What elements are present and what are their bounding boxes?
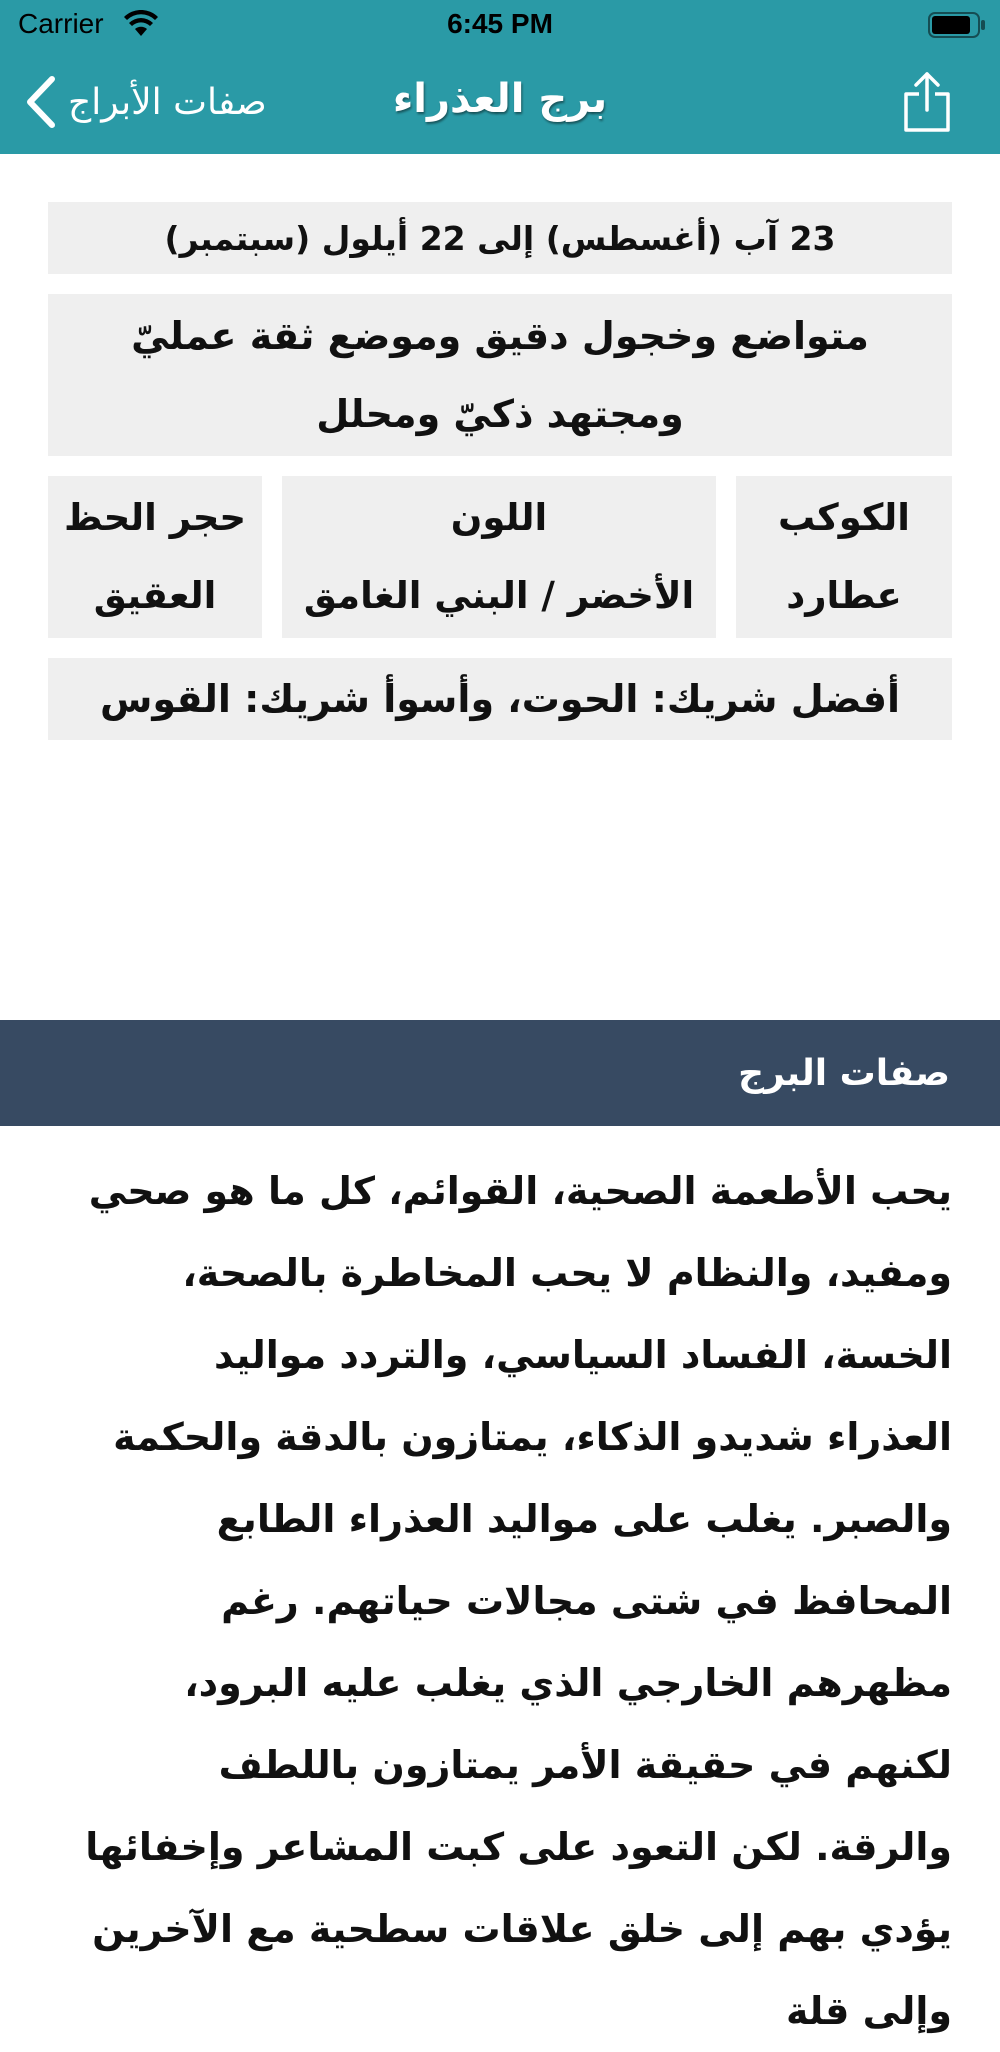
battery-icon bbox=[928, 12, 986, 38]
share-icon[interactable] bbox=[902, 70, 952, 134]
lucky-stone-box bbox=[48, 476, 262, 638]
status-bar bbox=[0, 0, 1000, 50]
date-range-text: 23 آب (أغسطس) إلى 22 أيلول (سبتمبر) bbox=[164, 218, 836, 258]
description-text: يحب الأطعمة الصحية، القوائم، كل ما هو صحي ومفيد، والنظام لا يحب المخاطرة بالصحة، الخسة، الفساد السياسي، والتردد مواليد العذراء شديدو الذكاء، يمتازون بالدقة والحكمة والصبر. يغلب على مواليد العذراء الطابع المحافظ في شتى مجالات حياتهم. رغم مظهرهم الخارجي الذي يغلب عليه البرود، لكنهم في حقيقة الأمر يمتازون باللطف والرقة. لكن التعود على كبت المشاعر وإخفائها يؤدي بهم إلى خلق علاقات سطحية مع الآخرين وإلى قلة bbox=[85, 1169, 952, 2033]
status-time: 6:45 PM bbox=[447, 8, 553, 39]
page-title: برج العذراء bbox=[392, 76, 608, 122]
color-box bbox=[282, 476, 716, 638]
traits-box bbox=[48, 294, 952, 456]
lucky-stone-value: العقيق bbox=[93, 574, 217, 617]
planet-label: الكوكب bbox=[778, 496, 910, 539]
planet-value: عطارد bbox=[786, 574, 902, 617]
traits-text: متواضع وخجول دقيق وموضع ثقة عمليّ ومجتهد ذكيّ ومحلل bbox=[131, 314, 869, 436]
color-value: الأخضر / البني الغامق bbox=[303, 574, 695, 617]
color-label: اللون bbox=[450, 496, 548, 539]
section-title: صفات البرج bbox=[738, 1052, 950, 1094]
navigation-bar bbox=[0, 50, 1000, 154]
planet-box bbox=[736, 476, 952, 638]
carrier-label: Carrier bbox=[18, 8, 104, 39]
section-header bbox=[0, 1020, 1000, 1126]
back-button-label: صفات الأبراج bbox=[68, 81, 267, 123]
lucky-stone-label: حجر الحظ bbox=[63, 496, 247, 539]
date-range-box bbox=[48, 202, 952, 274]
partners-box bbox=[48, 658, 952, 740]
partners-text: أفضل شريك: الحوت، وأسوأ شريك: القوس bbox=[99, 677, 901, 721]
